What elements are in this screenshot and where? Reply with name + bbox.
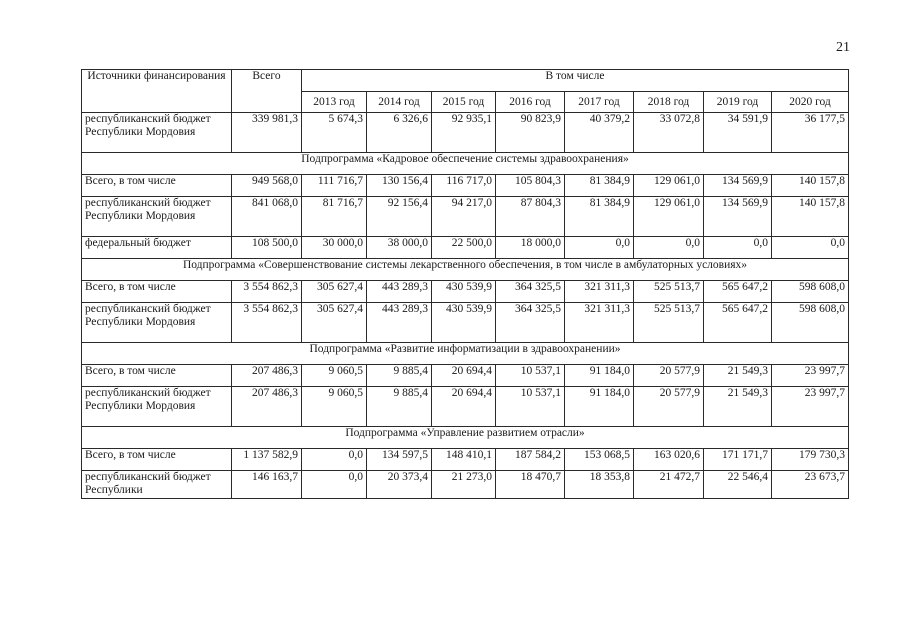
year-value-cell: 0,0 <box>772 237 849 259</box>
year-value-cell: 148 410,1 <box>432 449 496 471</box>
source-name-cell: федеральный бюджет <box>82 237 232 259</box>
year-value-cell: 9 060,5 <box>302 387 367 427</box>
year-value-cell: 140 157,8 <box>772 197 849 237</box>
year-value-cell: 23 673,7 <box>772 471 849 499</box>
year-value-cell: 565 647,2 <box>704 303 772 343</box>
table-row <box>82 237 849 259</box>
year-value-cell: 525 513,7 <box>634 303 704 343</box>
total-cell: 146 163,7 <box>232 471 302 499</box>
year-value-cell: 364 325,5 <box>496 303 565 343</box>
header-year: 2017 год <box>565 91 634 113</box>
year-value-cell: 92 156,4 <box>367 197 432 237</box>
source-name-cell: республиканский бюджет Республики <box>82 471 232 499</box>
year-value-cell: 129 061,0 <box>634 197 704 237</box>
subprogram-title: Подпрограмма «Кадровое обеспечение системы здравоохранения» <box>82 153 849 175</box>
year-value-cell: 0,0 <box>565 237 634 259</box>
table-row <box>82 113 849 153</box>
financing-table <box>81 69 849 499</box>
year-value-cell: 140 157,8 <box>772 175 849 197</box>
subprogram-row <box>82 259 849 281</box>
total-cell: 841 068,0 <box>232 197 302 237</box>
subprogram-title: Подпрограмма «Совершенствование системы лекарственного обеспечения, в том числе в амбулаторных условиях» <box>82 259 849 281</box>
year-value-cell: 20 694,4 <box>432 387 496 427</box>
year-value-cell: 21 273,0 <box>432 471 496 499</box>
year-value-cell: 364 325,5 <box>496 281 565 303</box>
total-cell: 339 981,3 <box>232 113 302 153</box>
year-value-cell: 6 326,6 <box>367 113 432 153</box>
year-value-cell: 5 674,3 <box>302 113 367 153</box>
year-value-cell: 134 569,9 <box>704 197 772 237</box>
year-value-cell: 129 061,0 <box>634 175 704 197</box>
table-row <box>82 281 849 303</box>
subprogram-title: Подпрограмма «Управление развитием отрасли» <box>82 427 849 449</box>
year-value-cell: 443 289,3 <box>367 303 432 343</box>
source-name-cell: Всего, в том числе <box>82 365 232 387</box>
year-value-cell: 21 549,3 <box>704 387 772 427</box>
year-value-cell: 38 000,0 <box>367 237 432 259</box>
year-value-cell: 18 353,8 <box>565 471 634 499</box>
year-value-cell: 105 804,3 <box>496 175 565 197</box>
subprogram-row <box>82 427 849 449</box>
page-number: 21 <box>836 40 850 55</box>
year-value-cell: 153 068,5 <box>565 449 634 471</box>
header-year: 2020 год <box>772 91 849 113</box>
year-value-cell: 0,0 <box>704 237 772 259</box>
source-name-cell: республиканский бюджет Республики Мордовия <box>82 113 232 153</box>
total-cell: 207 486,3 <box>232 387 302 427</box>
year-value-cell: 9 060,5 <box>302 365 367 387</box>
source-name-cell: Всего, в том числе <box>82 449 232 471</box>
year-value-cell: 130 156,4 <box>367 175 432 197</box>
year-value-cell: 9 885,4 <box>367 387 432 427</box>
year-value-cell: 18 470,7 <box>496 471 565 499</box>
year-value-cell: 443 289,3 <box>367 281 432 303</box>
year-value-cell: 87 804,3 <box>496 197 565 237</box>
table-body <box>82 113 849 499</box>
header-year: 2015 год <box>432 91 496 113</box>
table-row <box>82 387 849 427</box>
subprogram-row <box>82 343 849 365</box>
table-row <box>82 471 849 499</box>
year-value-cell: 565 647,2 <box>704 281 772 303</box>
year-value-cell: 116 717,0 <box>432 175 496 197</box>
year-value-cell: 163 020,6 <box>634 449 704 471</box>
year-value-cell: 90 823,9 <box>496 113 565 153</box>
year-value-cell: 9 885,4 <box>367 365 432 387</box>
year-value-cell: 10 537,1 <box>496 365 565 387</box>
year-value-cell: 430 539,9 <box>432 303 496 343</box>
table-row <box>82 303 849 343</box>
year-value-cell: 0,0 <box>302 471 367 499</box>
year-value-cell: 91 184,0 <box>565 365 634 387</box>
year-value-cell: 525 513,7 <box>634 281 704 303</box>
year-value-cell: 187 584,2 <box>496 449 565 471</box>
year-value-cell: 91 184,0 <box>565 387 634 427</box>
year-value-cell: 81 716,7 <box>302 197 367 237</box>
total-cell: 207 486,3 <box>232 365 302 387</box>
year-value-cell: 23 997,7 <box>772 365 849 387</box>
header-year: 2014 год <box>367 91 432 113</box>
year-value-cell: 171 171,7 <box>704 449 772 471</box>
source-name-cell: республиканский бюджет Республики Мордовия <box>82 387 232 427</box>
table-row <box>82 175 849 197</box>
year-value-cell: 430 539,9 <box>432 281 496 303</box>
year-value-cell: 81 384,9 <box>565 197 634 237</box>
year-value-cell: 94 217,0 <box>432 197 496 237</box>
total-cell: 3 554 862,3 <box>232 303 302 343</box>
year-value-cell: 598 608,0 <box>772 303 849 343</box>
year-value-cell: 321 311,3 <box>565 281 634 303</box>
year-value-cell: 134 597,5 <box>367 449 432 471</box>
year-value-cell: 34 591,9 <box>704 113 772 153</box>
year-value-cell: 20 577,9 <box>634 365 704 387</box>
year-value-cell: 21 549,3 <box>704 365 772 387</box>
year-value-cell: 20 577,9 <box>634 387 704 427</box>
header-year: 2019 год <box>704 91 772 113</box>
year-value-cell: 33 072,8 <box>634 113 704 153</box>
source-name-cell: Всего, в том числе <box>82 175 232 197</box>
year-value-cell: 598 608,0 <box>772 281 849 303</box>
year-value-cell: 92 935,1 <box>432 113 496 153</box>
header-source: Источники финансирования <box>82 70 232 113</box>
table-row <box>82 197 849 237</box>
year-value-cell: 30 000,0 <box>302 237 367 259</box>
total-cell: 108 500,0 <box>232 237 302 259</box>
year-value-cell: 22 500,0 <box>432 237 496 259</box>
total-cell: 949 568,0 <box>232 175 302 197</box>
header-year: 2016 год <box>496 91 565 113</box>
year-value-cell: 179 730,3 <box>772 449 849 471</box>
table-row <box>82 365 849 387</box>
year-value-cell: 36 177,5 <box>772 113 849 153</box>
header-year: 2018 год <box>634 91 704 113</box>
year-value-cell: 321 311,3 <box>565 303 634 343</box>
year-value-cell: 23 997,7 <box>772 387 849 427</box>
year-value-cell: 10 537,1 <box>496 387 565 427</box>
header-including: В том числе <box>302 70 849 92</box>
year-value-cell: 134 569,9 <box>704 175 772 197</box>
total-cell: 3 554 862,3 <box>232 281 302 303</box>
year-value-cell: 20 373,4 <box>367 471 432 499</box>
total-cell: 1 137 582,9 <box>232 449 302 471</box>
header-total: Всего <box>232 70 302 113</box>
year-value-cell: 18 000,0 <box>496 237 565 259</box>
year-value-cell: 0,0 <box>302 449 367 471</box>
year-value-cell: 21 472,7 <box>634 471 704 499</box>
year-value-cell: 22 546,4 <box>704 471 772 499</box>
year-value-cell: 0,0 <box>634 237 704 259</box>
year-value-cell: 20 694,4 <box>432 365 496 387</box>
table-row <box>82 449 849 471</box>
subprogram-row <box>82 153 849 175</box>
year-value-cell: 111 716,7 <box>302 175 367 197</box>
year-value-cell: 305 627,4 <box>302 281 367 303</box>
header-year: 2013 год <box>302 91 367 113</box>
source-name-cell: Всего, в том числе <box>82 281 232 303</box>
year-value-cell: 81 384,9 <box>565 175 634 197</box>
year-value-cell: 305 627,4 <box>302 303 367 343</box>
subprogram-title: Подпрограмма «Развитие информатизации в здравоохранении» <box>82 343 849 365</box>
source-name-cell: республиканский бюджет Республики Мордовия <box>82 303 232 343</box>
source-name-cell: республиканский бюджет Республики Мордовия <box>82 197 232 237</box>
year-value-cell: 40 379,2 <box>565 113 634 153</box>
